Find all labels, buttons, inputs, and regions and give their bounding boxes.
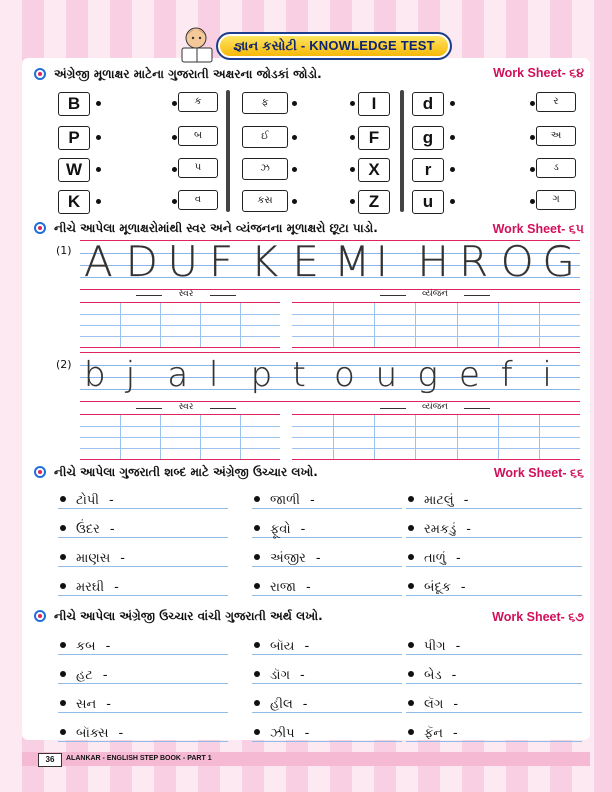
question-3-text: નીચે આપેલા ગુજરાતી શબ્દ માટે અંગ્રેજી ઉચ્ચાર લખો.: [54, 464, 318, 479]
bullet-dot-icon: [60, 496, 66, 502]
gujarati-word: રમકડું: [424, 522, 457, 537]
item-number-2: (2): [56, 358, 72, 371]
gujarati-word: ડૉગ: [270, 668, 290, 683]
answer-row[interactable]: [58, 575, 228, 596]
answer-row[interactable]: [252, 692, 402, 713]
answer-row[interactable]: [58, 663, 228, 684]
grid-divider: [457, 415, 458, 459]
gujarati-letter-box: અ: [536, 126, 576, 146]
tracing-letter: a: [167, 355, 189, 395]
question-2-heading: [34, 218, 378, 238]
bullet-dot-icon: [60, 583, 66, 589]
tracing-letter: t: [292, 355, 306, 395]
grid-divider: [415, 303, 416, 347]
bullet-dot-icon: [60, 729, 66, 735]
match-dot[interactable]: [450, 167, 455, 172]
tracing-letter: b: [84, 355, 106, 395]
question-3-heading: [34, 462, 318, 482]
letter-strip-lower: [80, 352, 580, 402]
english-letter-box: Z: [358, 190, 390, 214]
tracing-letter: D: [125, 237, 158, 286]
answer-row[interactable]: [252, 575, 402, 596]
answer-row[interactable]: [406, 488, 582, 509]
gujarati-word: અંજીર: [270, 551, 306, 566]
english-letter-box: W: [58, 158, 90, 182]
tracing-letter: U: [167, 237, 199, 286]
match-dot[interactable]: [292, 135, 297, 140]
book-title: ALANKAR - ENGLISH STEP BOOK - PART 1: [66, 755, 212, 762]
grid-divider: [374, 303, 375, 347]
match-dot[interactable]: [172, 199, 177, 204]
tracing-letter: F: [209, 237, 234, 286]
match-dot[interactable]: [292, 101, 297, 106]
answer-dash: -: [106, 697, 111, 712]
answer-dash: -: [108, 493, 114, 508]
answer-row[interactable]: [406, 517, 582, 538]
answer-row[interactable]: [406, 546, 582, 567]
tracing-letter: p: [250, 355, 273, 395]
bullet-dot-icon: [408, 729, 414, 735]
gujarati-word: હીલ: [270, 697, 293, 712]
match-dot[interactable]: [350, 167, 355, 172]
gujarati-word: ફૂવો: [270, 522, 291, 537]
answer-dash: -: [114, 580, 119, 595]
answer-row[interactable]: [252, 634, 402, 655]
answer-dash: -: [302, 697, 308, 712]
answer-dash: -: [455, 639, 461, 654]
match-dot[interactable]: [530, 135, 535, 140]
answer-dash: -: [466, 522, 471, 537]
gujarati-word: બંદૂક: [424, 580, 451, 595]
grid-divider: [415, 415, 416, 459]
grid-divider: [200, 303, 201, 347]
tracing-letter: l: [209, 355, 219, 395]
english-letter-box: X: [358, 158, 390, 182]
grid-divider: [333, 415, 334, 459]
english-letter-box: P: [58, 126, 90, 150]
english-letter-box: r: [412, 158, 444, 182]
gujarati-letter-box: ઈ: [242, 126, 288, 148]
answer-dash: -: [304, 726, 310, 741]
match-dot[interactable]: [350, 101, 355, 106]
answer-row[interactable]: [252, 663, 402, 684]
match-dot[interactable]: [96, 135, 101, 140]
question-1-text: અંગ્રેજી મૂળાક્ષર માટેના ગુજરાતી અક્ષરના જોડકાં જોડો.: [54, 66, 322, 81]
vowel-label-1: સ્વર: [166, 289, 206, 299]
gujarati-word: ટોપી: [76, 493, 99, 508]
gujarati-word: ઉંદર: [76, 522, 100, 537]
tracing-letter: H: [417, 237, 449, 286]
answer-row[interactable]: [252, 721, 402, 742]
answer-row[interactable]: [58, 517, 228, 538]
tracing-letter: f: [500, 355, 513, 395]
answer-dash: -: [453, 697, 459, 712]
english-letter-box: K: [58, 190, 90, 214]
answer-row[interactable]: [252, 488, 402, 509]
gujarati-word: બૉય: [270, 639, 295, 654]
bullet-dot-icon: [254, 525, 260, 531]
match-dot[interactable]: [450, 199, 455, 204]
bullet-dot-icon: [254, 729, 260, 735]
gujarati-word: જાળી: [270, 493, 300, 508]
answer-dash: -: [120, 551, 125, 566]
worksheet-65-label: Work Sheet- ૬૫: [492, 222, 584, 236]
gujarati-letter-box: ગ: [536, 190, 576, 210]
answer-row[interactable]: [252, 546, 402, 567]
gujarati-word: માટલું: [424, 493, 454, 508]
tracing-letter: O: [500, 237, 534, 286]
answer-dash: -: [315, 551, 321, 566]
gujarati-word: ફૅન: [424, 726, 443, 741]
bullet-dot-icon: [254, 496, 260, 502]
gujarati-word: તાળું: [424, 551, 446, 566]
grid-divider: [539, 415, 540, 459]
tracing-letter: u: [375, 355, 398, 395]
bullet-dot-icon: [408, 496, 414, 502]
answer-dash: -: [109, 522, 115, 537]
tracing-letter: R: [459, 237, 489, 286]
answer-dash: -: [305, 580, 311, 595]
grid-divider: [498, 303, 499, 347]
english-letter-box: I: [358, 92, 390, 116]
tracing-letter: I: [375, 237, 389, 286]
bullet-dot-icon: [408, 700, 414, 706]
match-dot[interactable]: [450, 135, 455, 140]
answer-dash: -: [451, 668, 457, 683]
bullet-dot-icon: [60, 671, 66, 677]
answer-dash: -: [463, 493, 469, 508]
page-number: 36: [38, 753, 62, 767]
answer-row[interactable]: [58, 488, 228, 509]
grid-divider: [160, 303, 161, 347]
page-title: જ્ઞાન કસોટી - KNOWLEDGE TEST: [216, 32, 452, 60]
answer-dash: -: [455, 551, 461, 566]
answer-dash: -: [118, 726, 124, 741]
gujarati-letter-box: ડ: [536, 158, 576, 178]
answer-dash: -: [300, 522, 306, 537]
answer-row[interactable]: [406, 692, 582, 713]
gujarati-word: સન: [76, 697, 97, 712]
answer-row[interactable]: [252, 517, 402, 538]
vowel-label-2: સ્વર: [166, 402, 206, 412]
bullet-dot-icon: [408, 642, 414, 648]
match-dot[interactable]: [96, 167, 101, 172]
vowel-writing-grid-2[interactable]: [80, 414, 280, 460]
worksheet-67-label: Work Sheet- ૬૭: [492, 610, 584, 624]
match-dot[interactable]: [530, 199, 535, 204]
tracing-letter: E: [292, 237, 319, 286]
gujarati-word: કબ: [76, 639, 96, 654]
consonant-label-2: વ્યંજન: [410, 402, 460, 412]
gujarati-word: મરઘી: [76, 580, 105, 595]
bullet-dot-icon: [60, 525, 66, 531]
match-dot[interactable]: [292, 167, 297, 172]
gujarati-letter-box: ઝ: [242, 158, 288, 180]
tracing-letter: G: [542, 237, 575, 286]
divider-line: [226, 90, 230, 212]
match-dot[interactable]: [96, 199, 101, 204]
question-4-text: નીચે આપેલા અંગ્રેજી ઉચ્ચાર વાંચી ગુજરાતી અર્થ લખો.: [54, 608, 323, 623]
gujarati-word: બેડ: [424, 668, 442, 683]
bullet-icon: [34, 466, 46, 478]
gujarati-letter-box: પ: [178, 158, 218, 178]
grid-divider: [539, 303, 540, 347]
worksheet-66-label: Work Sheet- ૬૬: [493, 466, 584, 480]
english-letter-box: F: [358, 126, 390, 150]
consonant-writing-grid-2[interactable]: [292, 414, 580, 460]
answer-dash: -: [460, 580, 466, 595]
tracing-letter: j: [125, 355, 136, 395]
vowel-writing-grid-1[interactable]: [80, 302, 280, 348]
gujarati-word: લૅગ: [424, 697, 444, 712]
match-dot[interactable]: [172, 135, 177, 140]
answer-dash: -: [452, 726, 458, 741]
letter-strip-upper: [80, 237, 580, 290]
bullet-dot-icon: [408, 525, 414, 531]
bullet-dot-icon: [408, 554, 414, 560]
question-4-heading: [34, 606, 323, 626]
gujarati-letter-box: વ: [178, 190, 218, 210]
match-dot[interactable]: [530, 167, 535, 172]
student-reading-icon: [176, 24, 220, 64]
grid-divider: [374, 415, 375, 459]
bullet-icon: [34, 222, 46, 234]
gujarati-word: ઝીપ: [270, 726, 295, 741]
english-letter-box: d: [412, 92, 444, 116]
bullet-dot-icon: [408, 671, 414, 677]
gujarati-letter-box: ફ: [242, 92, 288, 114]
answer-dash: -: [299, 668, 305, 683]
grid-divider: [200, 415, 201, 459]
english-letter-box: B: [58, 92, 90, 116]
grid-divider: [457, 303, 458, 347]
bullet-dot-icon: [254, 700, 260, 706]
tracing-letter: i: [542, 355, 552, 395]
bullet-icon: [34, 68, 46, 80]
bullet-dot-icon: [254, 671, 260, 677]
answer-row[interactable]: [406, 721, 582, 742]
tracing-letter: A: [84, 237, 113, 286]
bullet-dot-icon: [254, 642, 260, 648]
answer-row[interactable]: [58, 692, 228, 713]
match-dot[interactable]: [292, 199, 297, 204]
match-dot[interactable]: [172, 101, 177, 106]
answer-row[interactable]: [58, 546, 228, 567]
match-dot[interactable]: [172, 167, 177, 172]
match-dot[interactable]: [350, 135, 355, 140]
bullet-dot-icon: [60, 554, 66, 560]
item-number-1: (1): [56, 244, 72, 257]
gujarati-letter-box: ક: [178, 92, 218, 112]
tracing-letter: o: [334, 355, 355, 395]
consonant-writing-grid-1[interactable]: [292, 302, 580, 348]
bullet-dot-icon: [408, 583, 414, 589]
question-2-text: નીચે આપેલા મૂળાક્ષરોમાંથી સ્વર અને વ્યંજનના મૂળાક્ષરો છૂટા પાડો.: [54, 220, 378, 235]
gujarati-word: પીગ: [424, 639, 446, 654]
bullet-icon: [34, 610, 46, 622]
consonant-label-1: વ્યંજન: [410, 289, 460, 299]
match-dot[interactable]: [450, 101, 455, 106]
divider-line: [400, 90, 404, 212]
grid-divider: [120, 415, 121, 459]
tracing-letter: e: [459, 355, 480, 395]
answer-dash: -: [102, 668, 108, 683]
gujarati-word: હટ: [76, 668, 93, 683]
bullet-dot-icon: [60, 642, 66, 648]
gujarati-word: માણસ: [76, 551, 111, 566]
bullet-dot-icon: [254, 554, 260, 560]
gujarati-letter-box: બ: [178, 126, 218, 146]
tracing-letter: K: [250, 237, 279, 286]
english-letter-box: u: [412, 190, 444, 214]
answer-row[interactable]: [406, 663, 582, 684]
english-letter-box: g: [412, 126, 444, 150]
grid-divider: [120, 303, 121, 347]
answer-dash: -: [309, 493, 315, 508]
tracing-letter: M: [334, 237, 371, 286]
grid-divider: [498, 415, 499, 459]
answer-row[interactable]: [58, 634, 228, 655]
worksheet-64-label: Work Sheet- ૬૪: [493, 66, 584, 80]
page-footer: [22, 752, 590, 766]
match-dot[interactable]: [350, 199, 355, 204]
grid-divider: [160, 415, 161, 459]
answer-dash: -: [304, 639, 310, 654]
answer-row[interactable]: [406, 575, 582, 596]
bullet-dot-icon: [60, 700, 66, 706]
gujarati-word: બૉક્સ: [76, 726, 109, 741]
grid-divider: [240, 303, 241, 347]
grid-divider: [240, 415, 241, 459]
title-banner: [176, 28, 452, 60]
gujarati-letter-box: કસ: [242, 190, 288, 212]
tracing-letter: g: [417, 355, 438, 395]
question-1-heading: [34, 64, 322, 84]
gujarati-letter-box: ર: [536, 92, 576, 112]
answer-dash: -: [105, 639, 111, 654]
match-dot[interactable]: [96, 101, 101, 106]
gujarati-word: રાજા: [270, 580, 296, 595]
answer-row[interactable]: [58, 721, 228, 742]
match-dot[interactable]: [530, 101, 535, 106]
bullet-dot-icon: [254, 583, 260, 589]
grid-divider: [333, 303, 334, 347]
answer-row[interactable]: [406, 634, 582, 655]
